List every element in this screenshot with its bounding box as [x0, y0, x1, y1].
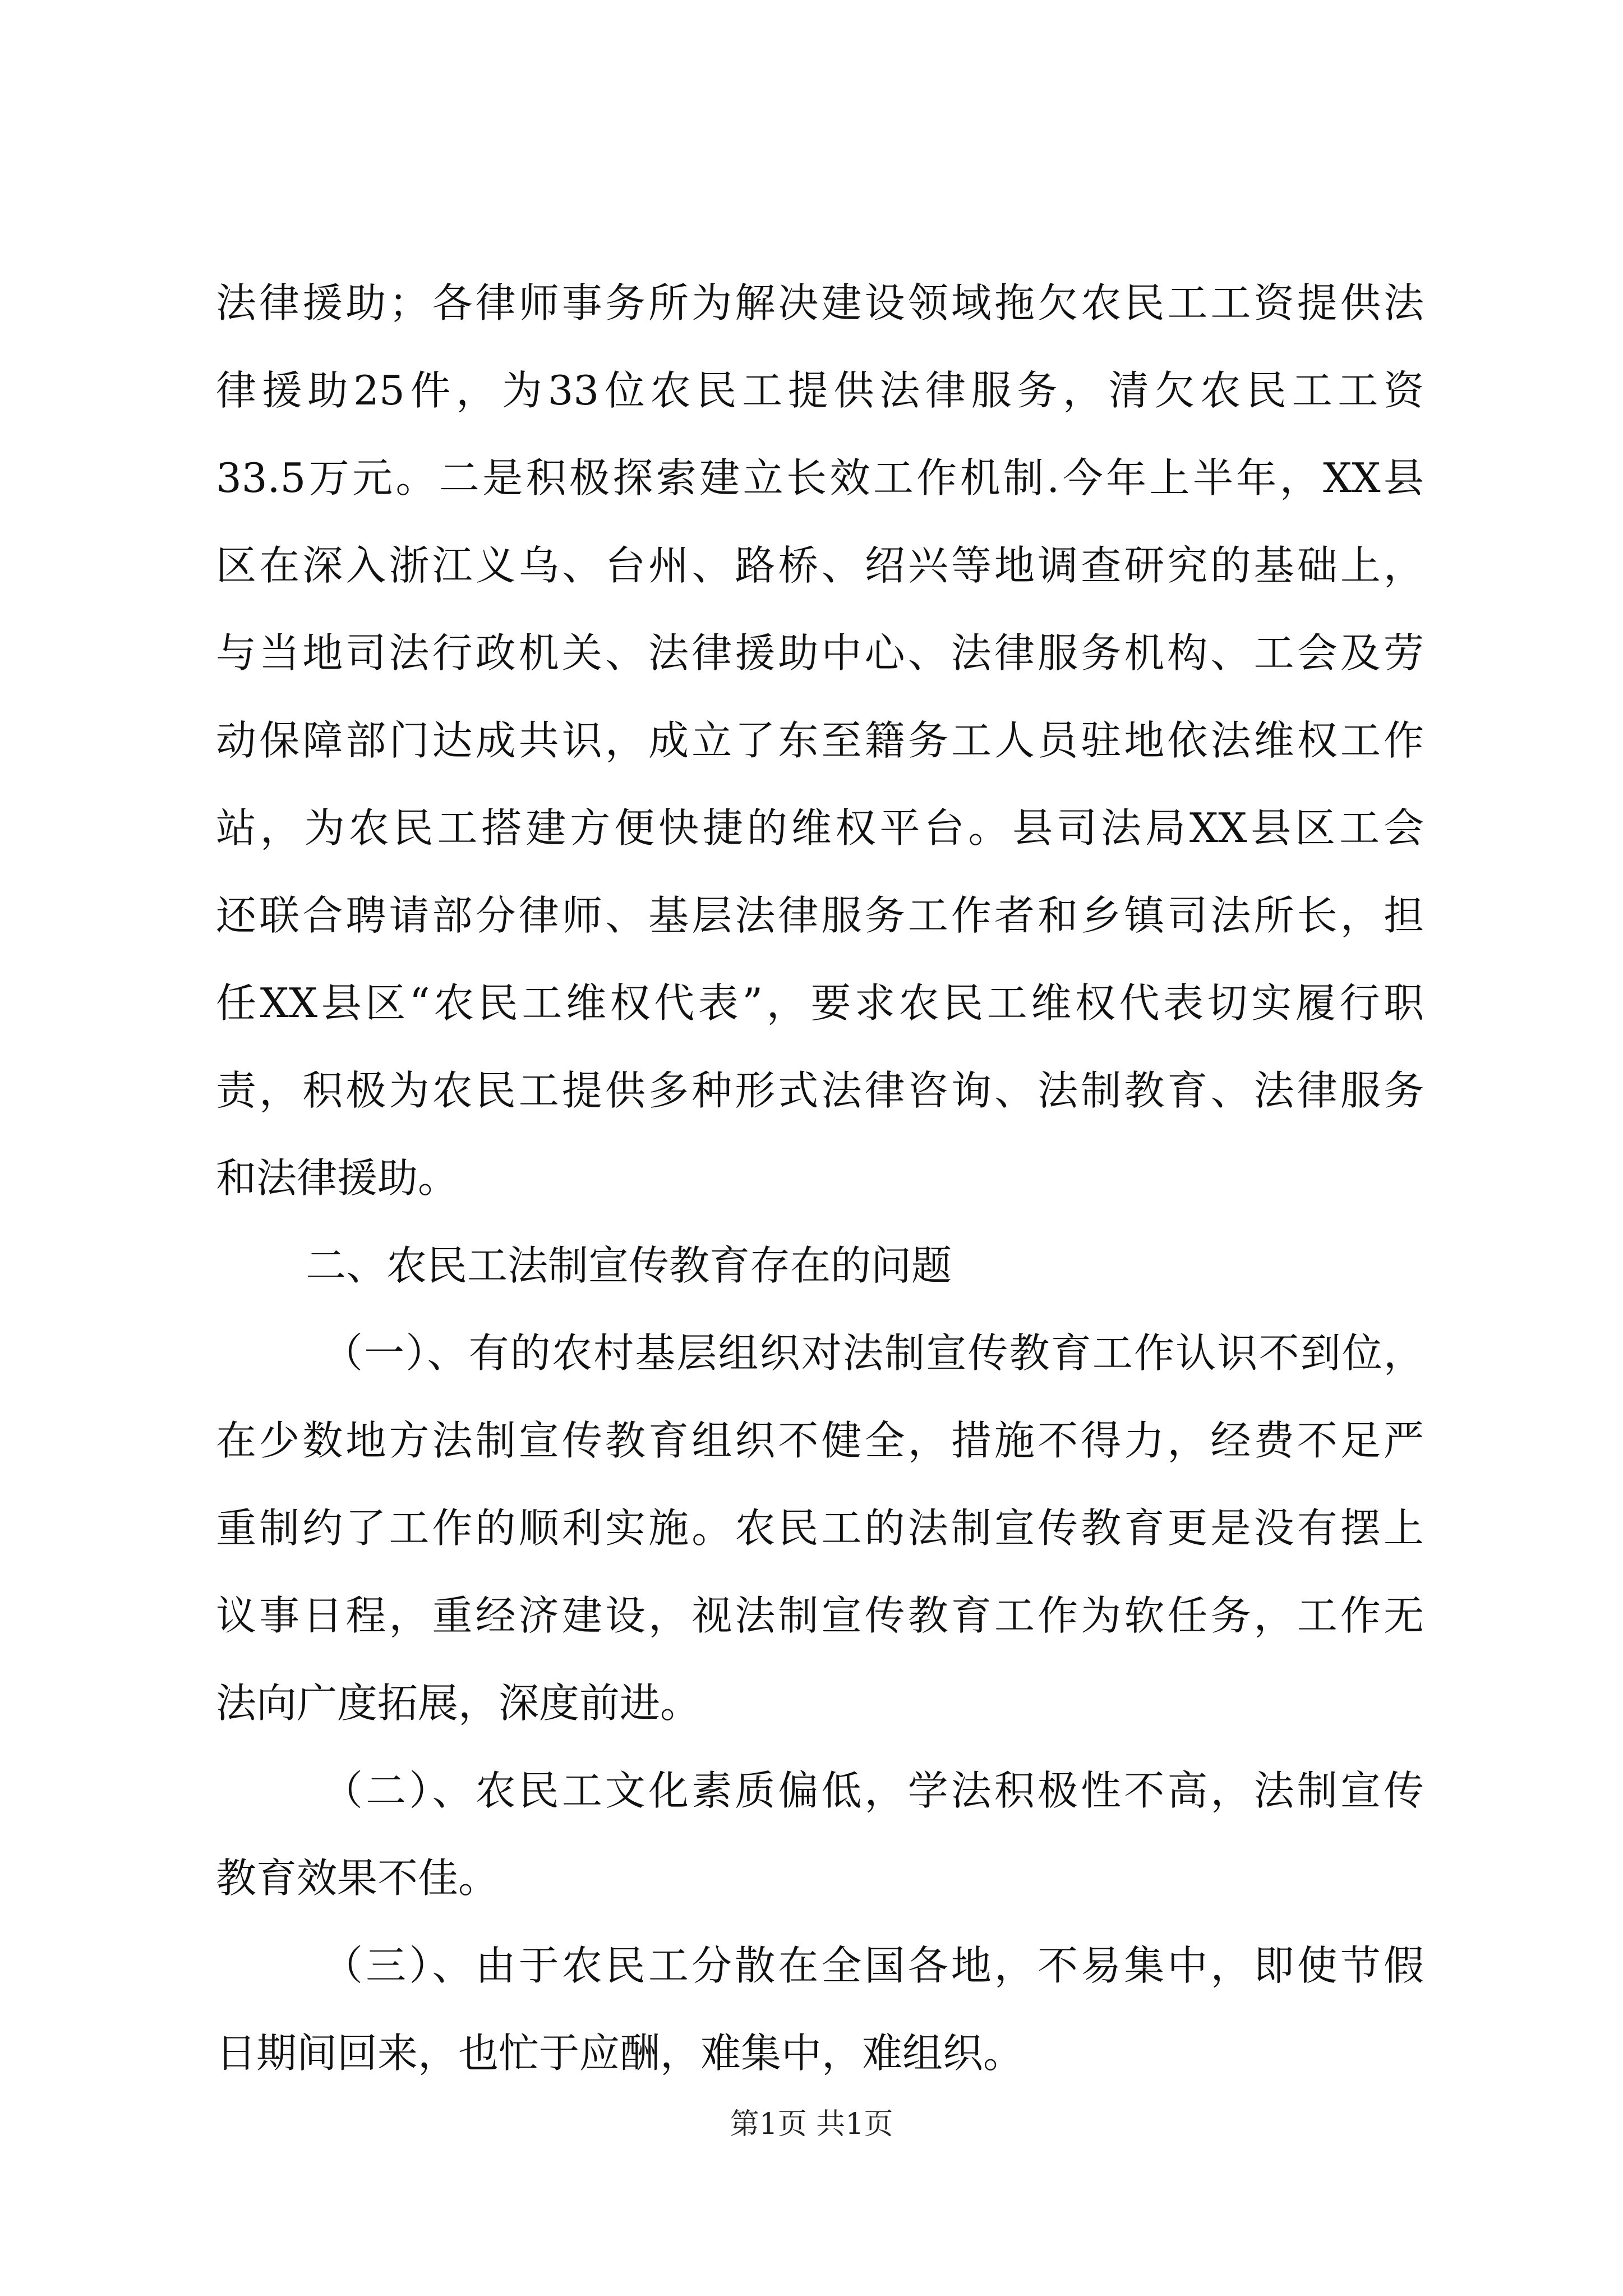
paragraph-line: 重制约了工作的顺利实施。农民工的法制宣传教育更是没有摆上	[216, 1504, 1424, 1552]
document-body	[216, 259, 1424, 2097]
paragraph-line: 和法律援助。	[216, 1154, 459, 1202]
paragraph-line: 任XX县区“农民工维权代表”，要求农民工维权代表切实履行职	[216, 979, 1424, 1027]
paragraph-line: 站，为农民工搭建方便快捷的维权平台。县司法局XX县区工会	[216, 804, 1424, 852]
paragraph-line: 动保障部门达成共识，成立了东至籍务工人员驻地依法维权工作	[216, 717, 1424, 764]
page-number-footer: 第1页 共1页	[730, 2108, 893, 2141]
paragraph-line: 区在深入浙江义乌、台州、路桥、绍兴等地调查研究的基础上，	[216, 542, 1424, 589]
paragraph-line: 还联合聘请部分律师、基层法律服务工作者和乡镇司法所长，担	[216, 892, 1424, 939]
paragraph-line: 律援助25件，为33位农民工提供法律服务，清欠农民工工资	[216, 367, 1424, 414]
paragraph-line: （三）、由于农民工分散在全国各地，不易集中，即使节假	[322, 1942, 1424, 1989]
paragraph-line: 日期间回来，也忙于应酬，难集中，难组织。	[216, 2030, 1024, 2077]
paragraph-line: （一）、有的农村基层组织对法制宣传教育工作认识不到位，	[322, 1329, 1424, 1377]
paragraph-line: 33.5万元。二是积极探索建立长效工作机制.今年上半年，XX县	[216, 454, 1424, 501]
paragraph-line: （二）、农民工文化素质偏低，学法积极性不高，法制宣传	[322, 1767, 1424, 1814]
paragraph-line: 教育效果不佳。	[216, 1855, 499, 1902]
paragraph-line: 议事日程，重经济建设，视法制宣传教育工作为软任务，工作无	[216, 1592, 1424, 1639]
section-heading: 二、农民工法制宣传教育存在的问题	[306, 1242, 952, 1289]
paragraph-line: 法律援助；各律师事务所为解决建设领域拖欠农民工工资提供法	[216, 279, 1424, 326]
paragraph-line: 责，积极为农民工提供多种形式法律咨询、法制教育、法律服务	[216, 1067, 1424, 1114]
paragraph-line: 在少数地方法制宣传教育组织不健全，措施不得力，经费不足严	[216, 1417, 1424, 1464]
paragraph-line: 法向广度拓展，深度前进。	[216, 1680, 701, 1727]
paragraph-line: 与当地司法行政机关、法律援助中心、法律服务机构、工会及劳	[216, 629, 1424, 677]
